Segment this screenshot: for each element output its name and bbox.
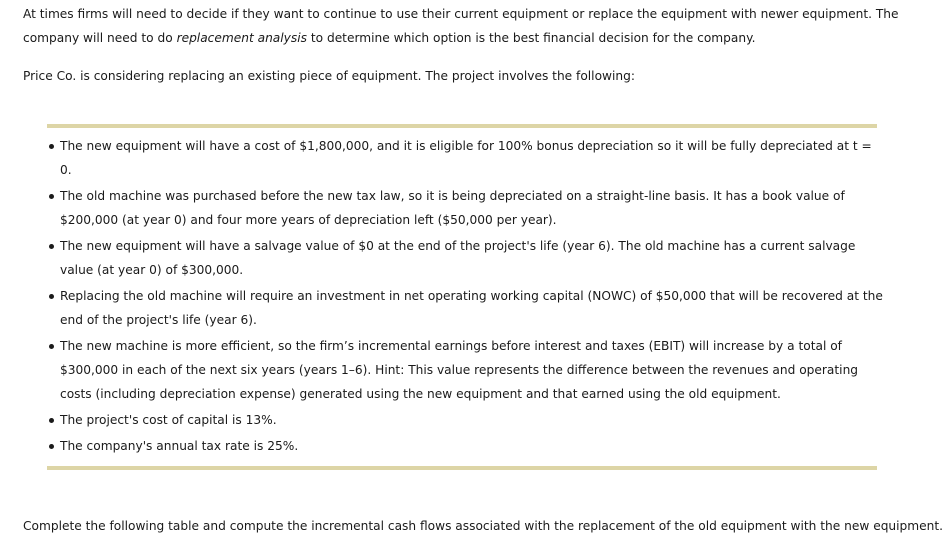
list-item: The old machine was purchased before the new tax law, so it is being depreciated on a straight-line basis. It has a book value of $200,000 (at year 0) and four more years of depreciation left ($50,000 per year).	[47, 184, 887, 232]
intro-line-1: At times firms will need to decide if they want to continue to use their current equipment or replace the equipment with newer equipment. The	[23, 7, 899, 21]
intro-text-before: company will need to do	[23, 31, 177, 45]
list-item: The new machine is more efficient, so the firm’s incremental earnings before interest and taxes (EBIT) will increase by a total of $300,000 in each of the next six years (years 1–6). Hint: This value represents the difference between the revenues and operating costs (including depreciation expense) generated using the new equipment and that earned using the old equipment.	[47, 334, 887, 406]
list-item: The new equipment will have a cost of $1,800,000, and it is eligible for 100% bonus depreciation so it will be fully depreciated at t = 0.	[47, 134, 887, 182]
list-item: Replacing the old machine will require an investment in net operating working capital (NOWC) of $50,000 that will be recovered at the end of the project's life (year 6).	[47, 284, 887, 332]
intro-text-after: to determine which option is the best financial decision for the company.	[306, 31, 756, 45]
intro-line-2	[23, 26, 755, 50]
top-divider	[47, 124, 877, 128]
instruction-paragraph: Complete the following table and compute the incremental cash flows associated with the replacement of the old equipment with the new equipment.	[23, 519, 943, 533]
bottom-divider	[47, 466, 877, 470]
lead-paragraph: Price Co. is considering replacing an existing piece of equipment. The project involves the following:	[23, 69, 635, 83]
list-item: The project's cost of capital is 13%.	[47, 408, 887, 432]
list-item: The company's annual tax rate is 25%.	[47, 434, 887, 458]
list-item: The new equipment will have a salvage value of $0 at the end of the project's life (year 6). The old machine has a current salvage value (at year 0) of $300,000.	[47, 234, 887, 282]
project-details-list	[47, 134, 887, 460]
replacement-analysis-term: replacement analysis	[176, 31, 307, 45]
